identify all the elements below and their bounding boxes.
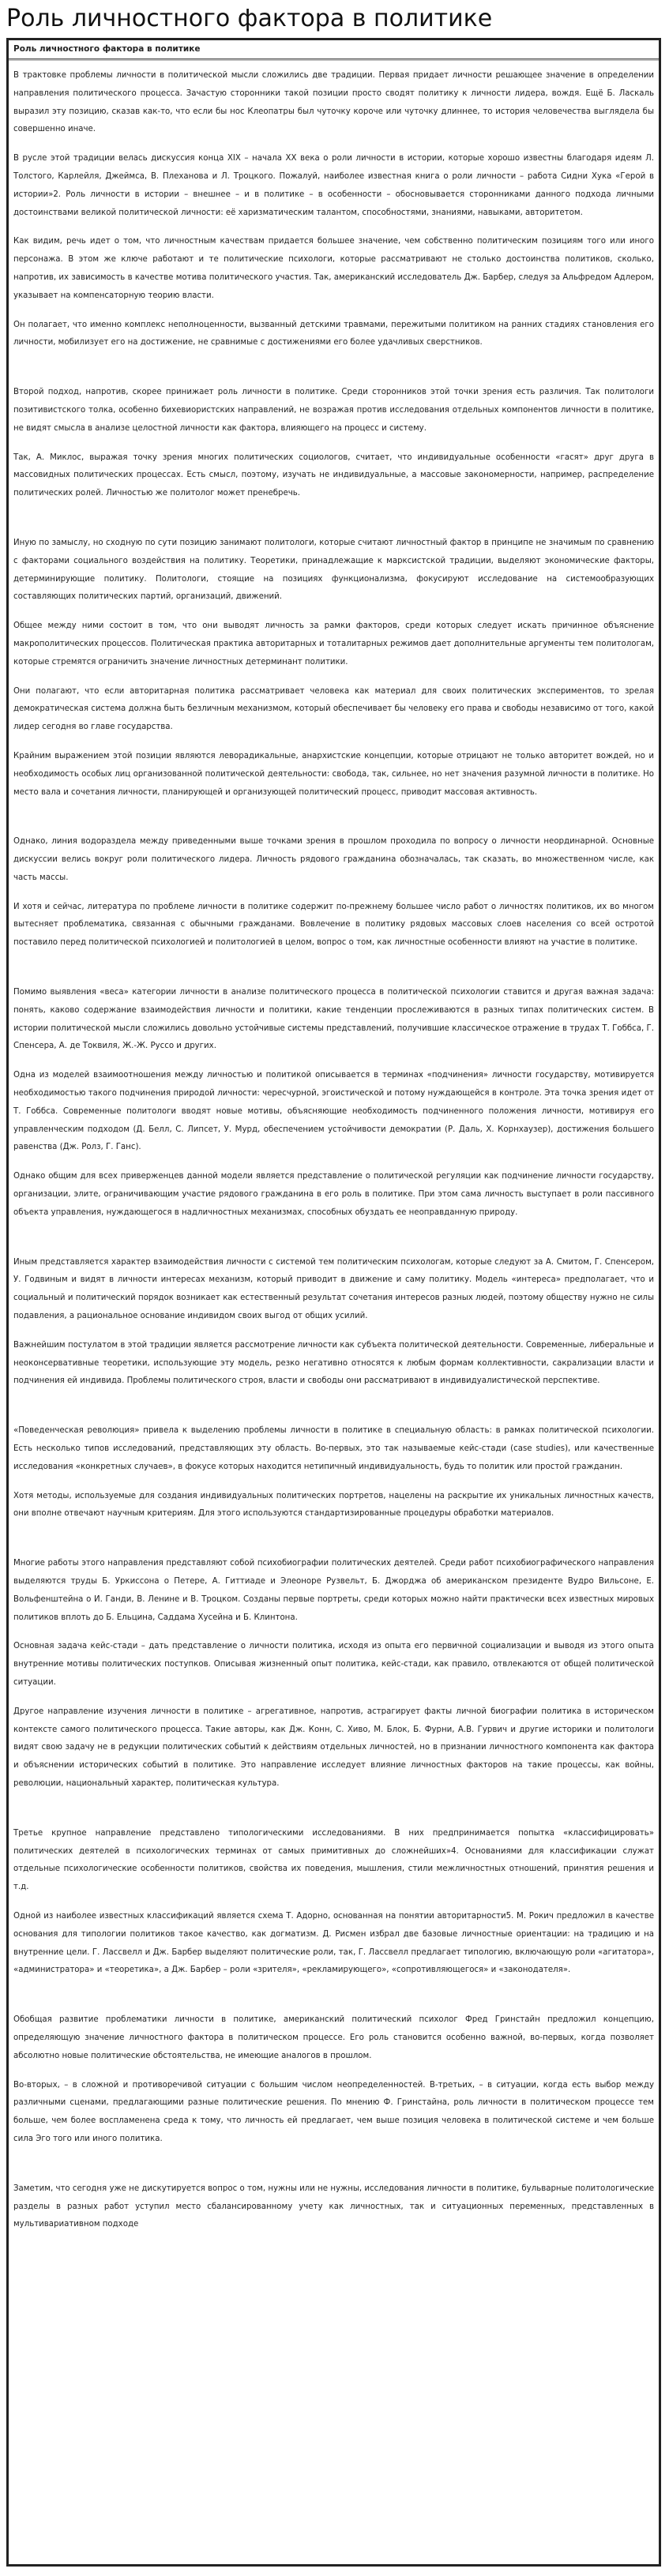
article-paragraph: Однако, линия водораздела между приведенными выше точками зрения в прошлом проходила по вопросу о личности неординарной. Основные дискуссии велись вокруг роли политического лидера. Личность рядового гражданина обозначалась, так сказать, во множественном числе, как часть массы. [13, 837, 654, 882]
article-paragraph: Помимо выявления «веса» категории личности в анализе политического процесса в политической психологии ставится и другая важная задача: понять, каково содержание взаимодействия личности и политики, какие тенденции прослеживаются в разных типах политических систем. В истории политической мысли сложились довольно устойчивые системы представлений, получившие классическое отражение в трудах Т. Гоббса, Г. Спенсера, А. де Токвиля, Ж.-Ж. Руссо и других. [13, 988, 654, 1051]
article-paragraph: Иную по замыслу, но сходную по сути позицию занимают политологи, которые считают личностный фактор в принципе не значимым по сравнению с факторами социального воздействия на политику. Теоретики, принадлежащие к марксистской традиции, выделяют экономические факторы, детерминирующие политику. Политологи, стоящие на позициях функционализма, фокусируют исследование на системообразующих составляющих политических партий, организаций, движений. [13, 538, 654, 602]
article-paragraph: Одна из моделей взаимоотношения между личностью и политикой описывается в терминах «подчинения» личности государству, мотивируется необходимостью такого подчинения природой личности: чересчурной, эгоистической и потому нуждающейся в контроле. Эта точка зрения идет от Т. Гоббса. Современные политологи вводят новые мотивы, объясняющие необходимость подчиненного положения личности, мотивируя его управленческим подходом (Д. Белл, С. Липсет, У. Мурд, обеспечением устойчивости демократии (Р. Даль, Х. Корнхаузер), достижения большего равенства (Дж. Ролз, Г. Ганс). [13, 1071, 654, 1152]
article-paragraph: Другое направление изучения личности в политике – агрегативное, напротив, астрагирует факты личной биографии политика в историческом контексте самого политического процесса. Такие авторы, как Дж. Конн, С. Хиво, М. Блок, Б. Фурни, А.В. Гурвич и другие историки и политологи видят свою задачу не в редукции политических событий к действиям отдельных личностей, но в признании личностного компонента как фактора и объяснении исторических событий в политике. Это направление исследует влияние личностных факторов на такие процессы, как войны, революции, национальный характер, политическая культура. [13, 1707, 654, 1788]
article-paragraph: Второй подход, напротив, скорее принижает роль личности в политике. Среди сторонников этой точки зрения есть различия. Так политологи позитивистского толка, особенно бихевиористских направлений, не возражая против исследования отдельных компонентов личности в политике, не видят смысла в анализе целостной личности как фактора, влияющего на процесс и систему. [13, 388, 654, 433]
article-paragraph: Одной из наиболее известных классификаций является схема Т. Адорно, основанная на понятии авторитарности5. М. Рокич предложил в качестве основания для типологии политиков такое качество, как догматизм. Д. Рисмен избрал две базовые личностные ориентации: на традицию и на внутренние цели. Г. Лассвелл и Дж. Барбер выделяют политические роли, так, Г. Лассвелл предлагает типологию, включающую роли «агитатора», «администратора» и «теоретика», а Дж. Барбер – роли «зрителя», «рекламирующего», «сопротивляющегося» и «законодателя». [13, 1911, 654, 1975]
article-paragraph: Они полагают, что если авторитарная политика рассматривает человека как материал для своих политических экспериментов, то зрелая демократическая система должна быть безличным механизмом, который обеспечивает бы человеку его права и свободы независимо от того, какой лидер сегодня во главе государства. [13, 686, 654, 732]
article-paragraph: Многие работы этого направления представляют собой психобиографии политических деятелей. Среди работ психобиографического направления выделяются труды Б. Уркиссона о Петере, А. Гиттиаде и Элеоноре Рузвельт, Б. Джорджа об американском президенте Вудро Вильсоне, Е. Вольфенштейна о И. Ганди, В. Ленине и В. Троцком. Созданы первые портреты, среди которых можно найти практически всех известных мировых политиков вплоть до Б. Ельцина, Саддама Хусейна и Б. Клинтона. [13, 1559, 654, 1622]
article-paragraph: «Поведенческая революция» привела к выделению проблемы личности в политике в специальную область: в рамках политической психологии. Есть несколько типов исследований, представляющих эту область. Во-первых, это так называемые кейс-стади (case studies), или качественные исследования «конкретных случаев», в фокусе которых находится нетипичный индивидуальность, будь то политик или простой гражданин. [13, 1426, 654, 1471]
article-paragraph: И хотя и сейчас, литература по проблеме личности в политике содержит по-прежнему большее число работ о личностях политиков, их во многом вытесняет проблематика, связанная с обычными гражданами. Вовлечение в политику рядовых массовых слоев населения со всей остротой поставило перед политической психологией и политологией в целом, вопрос о том, как личностные особенности влияют на участие в политике. [13, 902, 654, 948]
article-body [9, 59, 659, 2234]
article-paragraph: Заметим, что сегодня уже не дискутируется вопрос о том, нужны или не нужны, исследования личности в политике, бульварные политологические разделы в разных работ уступил место сбалансированному учету как личностных, так и ситуационных переменных, представленных в мультивариативном подходе [13, 2184, 654, 2229]
page-title: Роль личностного фактора в политике [6, 5, 493, 32]
article-paragraph: Общее между ними состоит в том, что они выводят личность за рамки факторов, среди которых следует искать причинное объяснение макрополитических процессов. Политическая практика авторитарных и тоталитарных режимов дает дополнительные аргументы тем политологам, которые стремятся ограничить значение личностных детерминант политики. [13, 621, 654, 667]
article-paragraph: Однако общим для всех приверженцев данной модели является представление о политической регуляции как подчинение личности государству, организации, элите, ограничивающим участие рядового гражданина в его роль в политике. При этом сама личность выступает в роли пассивного объекта управления, нуждающегося в надличностных механизмах, способных обуздать ее неоправданную природу. [13, 1172, 654, 1217]
article-paragraph: Хотя методы, используемые для создания индивидуальных политических портретов, нацелены на раскрытие их уникальных личностных качеств, они вполне отвечают научным критериям. Для этого используются стандартизированные процедуры обработки материалов. [13, 1491, 654, 1519]
article-paragraph: Основная задача кейс-стади – дать представление о личности политика, исходя из опыта его первичной социализации и выводя из этого опыта внутренние мотивы политических поступков. Описывая жизненный опыт политика, кейс-стади, как правило, отвлекаются от общей политической ситуации. [13, 1642, 654, 1687]
article-paragraph: Важнейшим постулатом в этой традиции является рассмотрение личности как субъекта политической деятельности. Современные, либеральные и неоконсервативные теоретики, использующие эту модель, резко негативно относятся к любым формам коллективности, сакрализации власти и подчинения ей индивида. Проблемы политического строя, власти и свободы они рассматривают в индивидуалистической перспективе. [13, 1340, 654, 1386]
article-header: Роль личностного фактора в политике [9, 40, 659, 59]
article-paragraph: Во-вторых, – в сложной и противоречивой ситуации с большим числом неопределенностей. В-третьих, – в ситуации, когда есть выбор между различными сценами, предлагающими разные политические решения. По мнению Ф. Гринстайна, роль личности в политическом процессе тем больше, чем более воспламенена среда к тому, что личность ей предлагает, чем выше позиция человека в политической системе и чем больше сила Эго того или иного политика. [13, 2080, 654, 2143]
article-paragraph: Так, А. Миклос, выражая точку зрения многих политических социологов, считает, что индивидуальные особенности «гасят» друг друга в массовидных политических процессах. Есть смысл, поэтому, изучать не индивидуальные, а массовые закономерности, например, распределение политических ролей. Личностью же политолог может пренебречь. [13, 452, 654, 498]
article-paragraph: Он полагает, что именно комплекс неполноценности, вызванный детскими травмами, пережитыми политиком на ранних стадиях становления его личности, мобилизует его на достижение, не сравнимые с достижениями его более удачливых сверстников. [13, 320, 654, 347]
article-paragraph: Третье крупное направление представлено типологическими исследованиями. В них предпринимается попытка «классифицировать» политических деятелей в психологических терминах от самых примитивных до сложнейших»4. Основаниями для классификации служат отдельные психологические особенности политиков, свойства их поведения, мышления, стили межличностных отношений, принятия решения и т.д. [13, 1828, 654, 1892]
article-frame [6, 38, 661, 2567]
article-paragraph: Обобщая развитие проблематики личности в политике, американский политический психолог Фред Гринстайн предложил концепцию, определяющую значение личностного фактора в политическом процессе. Его роль становится особенно важной, во-первых, когда позволяет абсолютно новые политические обстоятельства, не имеющие аналогов в прошлом. [13, 2015, 654, 2060]
article-paragraph: В русле этой традиции велась дискуссия конца XIX – начала XX века о роли личности в истории, которые хорошо известны благодаря идеям Л. Толстого, Карлейля, Джеймса, В. Плеханова и Л. Троцкого. Пожалуй, наиболее известная книга о роли личности – работа Сидни Хука «Герой в истории»2. Роль личности в истории – внешнее – и в политике – в особенности – обосновывается сторонниками данного подхода личными достоинствами великой политической личности: её харизматическим талантом, способностями, знаниями, навыками, авторитетом. [13, 154, 654, 217]
article-paragraph: Как видим, речь идет о том, что личностным качествам придается большее значение, чем собственно политическим позициям того или иного персонажа. В этом же ключе работают и те политические психологи, которые рассматривают не столько достоинства политиков, сколько, напротив, их зависимость в качестве мотива политического участия. Так, американский исследователь Дж. Барбер, следуя за Альфредом Адлером, указывает на компенсаторную теорию власти. [13, 237, 654, 300]
article-paragraph: В трактовке проблемы личности в политической мысли сложились две традиции. Первая придает личности решающее значение в определении направления политического процесса. Зачастую сторонники такой позиции просто сводят политику к личности лидера, вождя. Ещё Б. Ласкаль выразил эту позицию, сказав как-то, что если бы нос Клеопатры был чуточку короче или чуточку длиннее, то история человечества выглядела бы совершенно иначе. [13, 71, 654, 134]
article-paragraph: Крайним выражением этой позиции являются леворадикальные, анархистские концепции, которые отрицают не только авторитет вождей, но и необходимость особых лиц организованной политической деятельности: свобода, так, сильнее, но нет значения разумной личности в политике. Но место вала и сочетания личности, планирующей и организующей политический процесс, приводит массовая активность. [13, 751, 654, 797]
article-paragraph: Иным представляется характер взаимодействия личности с системой тем политическим психологам, которые следуют за А. Смитом, Г. Спенсером, У. Годвиным и видят в личности интересах механизм, который приводит в движение и саму политику. Модель «интереса» предполагает, что и социальный и политический порядок возникает как естественный результат сочетания интересов разных людей, поэтому обществу нужно не силы подавления, а рациональное основание индивидом своих выгод от общих усилий. [13, 1257, 654, 1321]
